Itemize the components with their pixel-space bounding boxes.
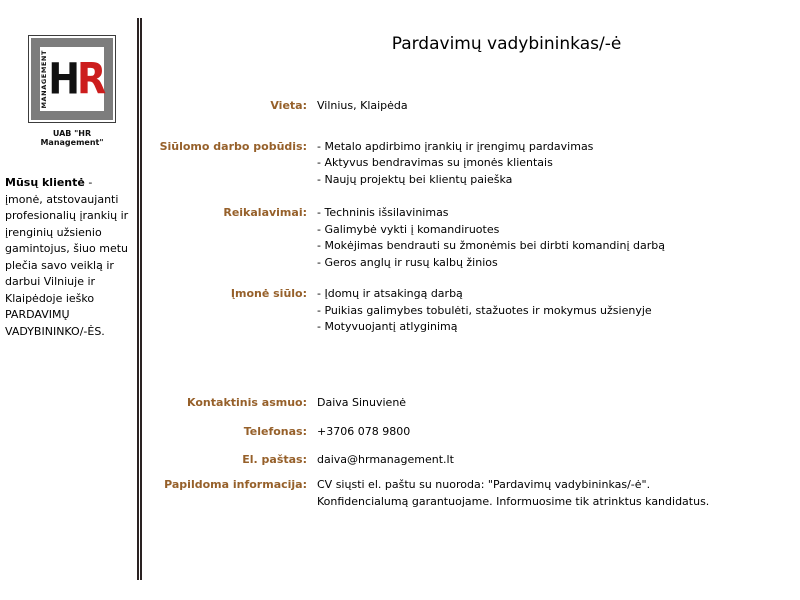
field-papildoma-informacija	[143, 477, 800, 510]
list-item: - Galimybė vykti į komandiruotes	[317, 222, 500, 236]
detail-rows	[143, 98, 800, 510]
list-item: - Aktyvus bendravimas su įmonės klientais	[317, 156, 553, 169]
kontaktinis-asmuo-label: Kontaktinis asmuo:	[187, 395, 307, 409]
darbo-pobudis-list	[317, 139, 593, 189]
vieta-label: Vieta:	[270, 99, 307, 112]
field-el-pastas	[143, 452, 800, 469]
field-kontaktinis-asmuo	[143, 395, 800, 412]
papildoma-text	[317, 477, 709, 510]
kontaktinis-asmuo-value: Daiva Sinuvienė	[317, 395, 407, 409]
logo-letter-h: H	[48, 54, 78, 104]
list-item: - Metalo apdirbimo įrankių ir įrengimų pardavimas	[317, 139, 594, 153]
logo-vertical-text: MANAGEMENT	[39, 49, 48, 109]
main-content	[143, 0, 800, 510]
vieta-value: Vilnius, Klaipėda	[317, 99, 408, 112]
field-imone-siulo	[143, 286, 800, 336]
list-item: - Puikias galimybes tobulėti, stažuotes ir mokymus užsienyje	[317, 303, 652, 317]
list-item: - Mokėjimas bendrauti su žmonėmis bei dirbti komandinį darbą	[317, 239, 665, 252]
list-item: - Motyvuojantį atlyginimą	[317, 320, 458, 333]
field-vieta	[143, 98, 800, 115]
imone-siulo-label: Įmonė siūlo:	[230, 287, 307, 300]
field-reikalavimai	[143, 205, 800, 271]
client-intro-lead: Mūsų klientė	[5, 176, 85, 189]
field-darbo-pobudis	[143, 139, 800, 189]
list-item: - Naujų projektų bei klientų paieška	[317, 172, 513, 186]
reikalavimai-list	[317, 205, 665, 271]
darbo-pobudis-label: Siūlomo darbo pobūdis:	[159, 139, 307, 153]
papildoma-label: Papildoma informacija:	[164, 478, 307, 491]
sidebar	[0, 0, 138, 600]
imone-siulo-list	[317, 286, 652, 336]
logo-inner	[40, 47, 104, 111]
list-item: - Įdomų ir atsakingą darbą	[317, 287, 463, 300]
list-item: - Geros anglų ir rusų kalbų žinios	[317, 255, 498, 269]
papildoma-line: Konfidencialumą garantuojame. Informuosime tik atrinktus kandidatus.	[317, 494, 710, 508]
logo-hr-monogram	[48, 54, 104, 104]
papildoma-line: CV siųsti el. paštu su nuoroda: "Pardavimų vadybininkas/-ė".	[317, 478, 651, 491]
field-telefonas	[143, 424, 800, 441]
hr-management-logo	[28, 35, 116, 123]
client-intro-paragraph	[5, 175, 130, 340]
el-pastas-value: daiva@hrmanagement.lt	[317, 452, 454, 466]
el-pastas-label: El. paštas:	[242, 452, 307, 466]
logo-letter-r: R	[77, 54, 104, 104]
list-item: - Techninis išsilavinimas	[317, 206, 449, 219]
logo-caption: UAB "HR Management"	[40, 129, 104, 147]
reikalavimai-label: Reikalavimai:	[223, 206, 307, 219]
vertical-divider	[137, 18, 142, 580]
page-title: Pardavimų vadybininkas/-ė	[391, 34, 622, 54]
telefonas-value: +3706 078 9800	[317, 425, 411, 438]
telefonas-label: Telefonas:	[243, 425, 307, 438]
client-intro-text: - įmonė, atstovaujanti profesionalių įrankių ir įrenginių užsienio gamintojus, šiuo metu plečia savo veiklą ir darbui Vilniuje ir Klaipėdoje ieško PARDAVIMŲ VADYBININKO/-ĖS.	[5, 176, 129, 338]
logo-frame	[31, 38, 113, 120]
